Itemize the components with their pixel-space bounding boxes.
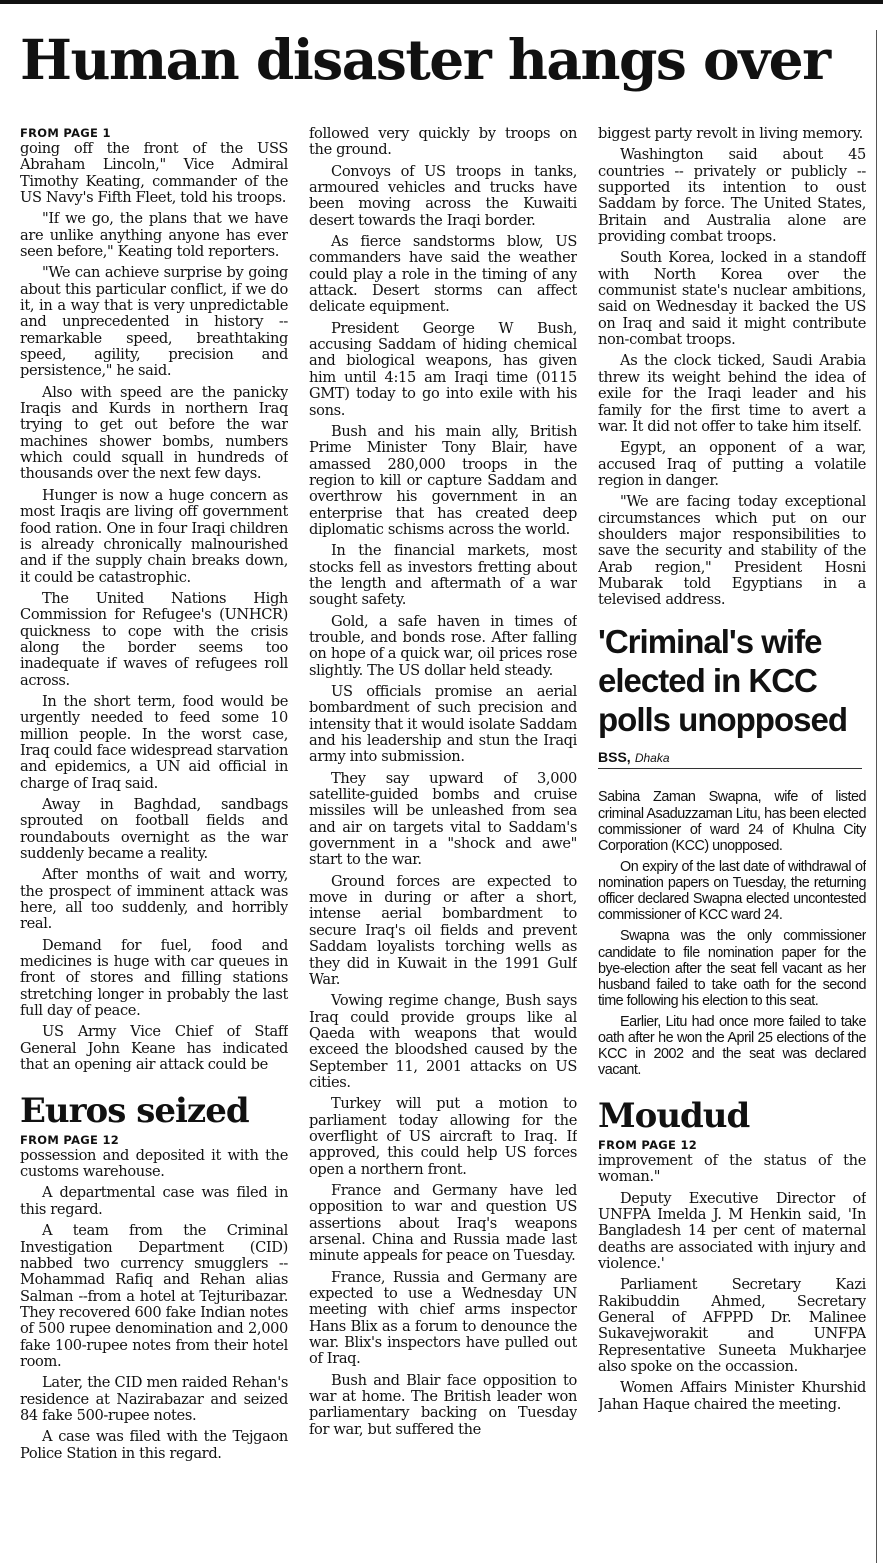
paragraph: possession and deposited it with the customs warehouse.: [20, 1146, 288, 1181]
paragraph: "We can achieve surprise by going about this particular conflict, if we do it, in a way that is very unpredictable and unprecedented in history -- remarkable speed, breathtaking speed, agility, precision and persistence," he said.: [20, 264, 288, 380]
paragraph: President George W Bush, accusing Saddam of hiding chemical and biological weapons, has given him until 4:15 am Iraqi time (0115 GMT) today to go into exile with his sons.: [309, 319, 577, 419]
kcc-headline: 'Criminal's wife elected in KCC polls unopposed: [598, 622, 847, 738]
paragraph: South Korea, locked in a standoff with North Korea over the communist state's nuclear ambitions, said on Wednesday it backed the US on Iraq and said it might contribute non-combat troops.: [598, 249, 866, 349]
paragraph: A team from the Criminal Investigation Department (CID) nabbed two currency smugglers -- Mohammad Rafiq and Rehan alias Salman --from a hotel at Tejturibazar. They recovered 600 fake Indian notes of 500 rupee denomination and 2,000 fake 100-rupee notes from their hotel room.: [20, 1222, 288, 1370]
right-column-rule: [876, 30, 877, 1563]
paragraph: US Army Vice Chief of Staff General John Keane has indicated that an opening air attack could be: [20, 1023, 288, 1074]
byline-agency: BSS,: [598, 749, 631, 766]
paragraph: As the clock ticked, Saudi Arabia threw its weight behind the idea of exile for the Iraqi leader and his family for the first time to avert a war. It did not offer to take him itself.: [598, 352, 866, 435]
euros-seized-kicker: FROM PAGE 12: [20, 1132, 120, 1147]
page-headline: Human disaster hangs over: [20, 27, 830, 92]
paragraph: They say upward of 3,000 satellite-guided bombs and cruise missiles will be unleashed from sea and air on targets vital to Saddam's government in a "shock and awe" start to the war.: [309, 769, 577, 869]
paragraph: Bush and his main ally, British Prime Minister Tony Blair, have amassed 280,000 troops in the region to kill or capture Saddam and overthrow his government in an enterprise that has created deep diplomatic schisms across the world.: [309, 422, 577, 538]
moudud-headline: Moudud: [598, 1095, 750, 1136]
main-story-col3-body: [598, 126, 866, 609]
moudud-kicker: FROM PAGE 12: [598, 1137, 698, 1152]
main-story-kicker: FROM PAGE 1: [20, 126, 111, 140]
paragraph: Convoys of US troops in tanks, armoured vehicles and trucks have been moving across the Kuwaiti desert towards the Iraqi border.: [309, 162, 577, 229]
paragraph: Later, the CID men raided Rehan's residence at Nazirabazar and seized 84 fake 500-rupee notes.: [20, 1374, 288, 1424]
euros-seized-headline: Euros seized: [20, 1090, 249, 1131]
euros-seized-body: [20, 1148, 288, 1462]
paragraph: Deputy Executive Director of UNFPA Imelda J. M Henkin said, 'In Bangladesh 14 per cent of maternal deaths are associated with injury and violence.': [598, 1189, 866, 1272]
paragraph: biggest party revolt in living memory.: [598, 126, 863, 142]
paragraph: Demand for fuel, food and medicines is huge with car queues in front of stores and filling stations stretching longer in probably the last full day of peace.: [20, 936, 288, 1020]
paragraph: "We are facing today exceptional circumstances which put on our shoulders major responsibilities to save the security and stability of the Arab region," President Hosni Mubarak told Egyptians in a televised address.: [598, 493, 866, 609]
paragraph: Vowing regime change, Bush says Iraq could provide groups like al Qaeda with weapons that would exceed the bloodshed caused by the September 11, 2001 attacks on US cities.: [309, 992, 577, 1091]
main-story-col2-body: [309, 126, 577, 1438]
paragraph: Parliament Secretary Kazi Rakibuddin Ahmed, Secretary General of AFPPD Dr. Malinee Sukavejworakit and UNFPA Representative Suneeta Mukharjee also spoke on the occassion.: [598, 1276, 866, 1375]
paragraph: US officials promise an aerial bombardment of such precision and intensity that it would isolate Saddam and his leadership and stun the Iraqi army into submission.: [309, 683, 577, 766]
paragraph: In the financial markets, most stocks fell as investors fretting about the length and aftermath of a war sought safety.: [309, 542, 577, 609]
paragraph: improvement of the status of the woman.": [598, 1151, 866, 1186]
paragraph: France and Germany have led opposition to war and question US assertions about Iraq's weapons arsenal. China and Russia made last minute appeals for peace on Tuesday.: [309, 1181, 577, 1265]
paragraph: After months of wait and worry, the prospect of imminent attack was here, all too suddenly, and horribly real.: [20, 866, 288, 933]
paragraph: Ground forces are expected to move in during or after a short, intense aerial bombardment to secure Iraq's oil fields and prevent Saddam loyalists torching wells as they did in Kuwait in the 1991 Gulf War.: [309, 872, 577, 988]
paragraph: followed very quickly by troops on the ground.: [309, 126, 577, 159]
byline-place: Dhaka: [634, 751, 670, 766]
kcc-byline: [598, 749, 862, 769]
paragraph: Women Affairs Minister Khurshid Jahan Haque chaired the meeting.: [598, 1379, 866, 1413]
paragraph: Away in Baghdad, sandbags sprouted on football fields and roundabouts overnight as the war suddenly became a reality.: [20, 796, 288, 863]
paragraph: France, Russia and Germany are expected to use a Wednesday UN meeting with chief arms inspector Hans Blix as a forum to denounce the war. Blix's inspectors have pulled out of Iraq.: [309, 1268, 577, 1368]
paragraph: "If we go, the plans that we have are unlike anything anyone has ever seen before," Keating told reporters.: [20, 210, 288, 260]
paragraph: going off the front of the USS Abraham Lincoln," Vice Admiral Timothy Keating, commander of the US Navy's Fifth Fleet, told his troops.: [20, 139, 288, 206]
paragraph: The United Nations High Commission for Refugee's (UNHCR) quickness to cope with the crisis along the border seems too inadequate if waves of refugees roll across.: [20, 589, 288, 689]
paragraph: Gold, a safe haven in times of trouble, and bonds rose. After falling on hope of a quick war, oil prices rose slightly. The US dollar held steady.: [309, 612, 577, 679]
paragraph: Turkey will put a motion to parliament today allowing for the overflight of US aircraft to Iraq. If approved, this could help US forces open a northern front.: [309, 1095, 577, 1178]
paragraph: A case was filed with the Tejgaon Police Station in this regard.: [20, 1428, 288, 1462]
main-story-col1-body: [20, 141, 288, 1074]
column-1: [20, 126, 288, 1563]
column-3: [598, 126, 866, 1563]
paragraph: Swapna was the only commissioner candidate to file nomination paper for the bye-election after the seat fell vacant as her husband failed to take oath for the second time following his election to this seat.: [598, 928, 866, 1009]
paragraph: A departmental case was filed in this regard.: [20, 1184, 288, 1218]
kcc-body: [598, 789, 866, 1078]
paragraph: Also with speed are the panicky Iraqis and Kurds in northern Iraq trying to get out before the war machines shower bombs, numbers which could squall in hundreds of thousands over the next few days.: [20, 383, 288, 483]
paragraph: Hunger is now a huge concern as most Iraqis are living off government food ration. One in four Iraqi children is already chronically malnourished and if the supply chain breaks down, it could be catastrophic.: [20, 486, 288, 586]
paragraph: Washington said about 45 countries -- privately or publicly -- supported its intention to oust Saddam by force. The United States, Britain and Australia alone are providing combat troops.: [598, 146, 866, 246]
paragraph: In the short term, food would be urgently needed to feed some 10 million people. In the worst case, Iraq could face widespread starvation and epidemics, a UN aid official in charge of Iraq said.: [20, 692, 288, 792]
paragraph: On expiry of the last date of withdrawal of nomination papers on Tuesday, the returning officer declared Swapna elected uncontested commissioner of KCC ward 24.: [598, 858, 866, 924]
paragraph: Sabina Zaman Swapna, wife of listed criminal Asaduzzaman Litu, has been elected commissioner of ward 24 of Khulna City Corporation (KCC) unopposed.: [598, 789, 866, 854]
top-rule: [0, 0, 883, 4]
paragraph: Earlier, Litu had once more failed to take oath after he won the April 25 elections of the KCC in 2002 and the seat was declared vacant.: [598, 1014, 866, 1079]
paragraph: Egypt, an opponent of a war, accused Iraq of putting a volatile region in danger.: [598, 439, 866, 489]
column-2: [309, 126, 577, 1563]
paragraph: As fierce sandstorms blow, US commanders have said the weather could play a role in the timing of any attack. Desert storms can affect delicate equipment.: [309, 233, 577, 316]
moudud-body: [598, 1153, 866, 1413]
paragraph: Bush and Blair face opposition to war at home. The British leader won parliamentary backing on Tuesday for war, but suffered the: [309, 1371, 577, 1438]
